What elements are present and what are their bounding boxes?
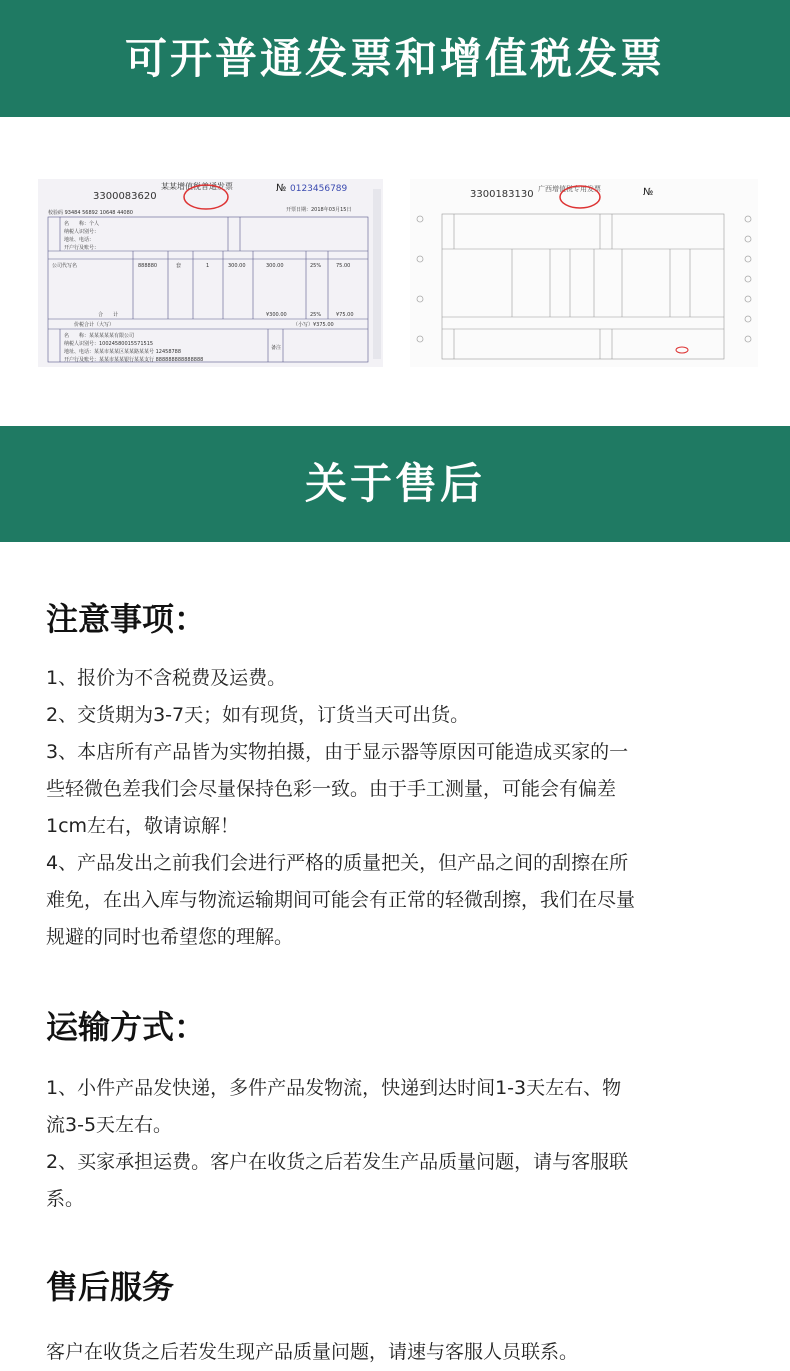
shipping-item-2-line-1: 2、买家承担运费。客户在收货之后若发生产品质量问题，请与客服联 bbox=[46, 1151, 629, 1173]
invoice2-no-label: № bbox=[643, 187, 654, 198]
notes-item-4-line-3: 规避的同时也希望您的理解。 bbox=[46, 926, 294, 948]
notes-item-4-line-1: 4、产品发出之前我们会进行严格的质量把关，但产品之间的刮擦在所 bbox=[46, 852, 629, 874]
notes-item-3-line-1: 3、本店所有产品皆为实物拍摄，由于显示器等原因可能造成买家的一 bbox=[46, 741, 629, 763]
notes-item-4-line-2: 难免，在出入库与物流运输期间可能会有正常的轻微刮擦，我们在尽量 bbox=[46, 889, 636, 911]
invoice1-title: 某某增值税普通发票 bbox=[161, 182, 233, 191]
after-sales-text: 客户在收货之后若发生现产品质量问题，请速与客服人员联系。 bbox=[46, 1341, 579, 1363]
notes-item-3-line-2: 些轻微色差我们会尽量保持色彩一致。由于手工测量，可能会有偏差 bbox=[46, 778, 617, 800]
invoice1-rate: 25% bbox=[310, 263, 322, 269]
notes-item-3-line-3: 1cm左右，敬请谅解！ bbox=[46, 815, 240, 837]
invoice1-grand-label: 价税合计（大写） bbox=[74, 322, 115, 328]
invoice1-total-amount: ¥300.00 bbox=[266, 312, 287, 318]
invoice1-tax: 75.00 bbox=[336, 263, 351, 269]
after-sales-banner bbox=[0, 426, 790, 542]
invoice2-title: 广西增值税专用发票 bbox=[538, 185, 601, 193]
after-sales-content bbox=[0, 542, 790, 1371]
top-banner-title: 可开普通发票和增值税发票 bbox=[124, 34, 665, 83]
invoice1-goods: 公司代写名 bbox=[52, 263, 78, 269]
shipping-list bbox=[46, 1070, 744, 1218]
invoice1-buyer-name: 名 称：个人 bbox=[64, 221, 100, 227]
invoice1-grand-small: （小写）¥375.00 bbox=[293, 322, 334, 328]
invoice1-price: 300.00 bbox=[228, 263, 246, 269]
invoice1-buyer-addr: 地址、电话： bbox=[64, 237, 95, 243]
invoice1-total-rate: 25% bbox=[310, 312, 322, 318]
invoice1-total-tax: ¥75.00 bbox=[336, 312, 354, 318]
invoice1-amount: 300.00 bbox=[266, 263, 284, 269]
invoice1-buyer-tax: 纳税人识别号： bbox=[64, 229, 100, 235]
ordinary-invoice-image bbox=[38, 179, 383, 367]
invoice1-total-label: 合 计 bbox=[98, 312, 119, 318]
notes-item-1-line-1: 1、报价为不含税费及运费。 bbox=[46, 667, 287, 689]
invoice1-remark: 备注 bbox=[271, 345, 282, 351]
invoice1-qty: 1 bbox=[206, 263, 210, 269]
invoice1-seller-name: 名 称：某某某某某有限公司 bbox=[64, 333, 135, 339]
invoice1-date: 开票日期：2018年03月15日 bbox=[286, 207, 352, 213]
notes-item-2-line-1: 2、交货期为3-7天；如有现货，订货当天可出货。 bbox=[46, 704, 470, 726]
invoice1-seller-addr: 地址、电话：某某市某某区某某路某某号 12458788 bbox=[64, 349, 182, 355]
invoice1-no-label: № bbox=[276, 183, 287, 194]
invoice1-number: 3300083620 bbox=[93, 191, 157, 202]
shipping-heading: 运输方式： bbox=[46, 1008, 207, 1046]
after-sales-list bbox=[46, 1334, 744, 1371]
after-sales-heading: 售后服务 bbox=[46, 1268, 175, 1306]
invoice1-seller-bank: 开户行及账号：某某市某某银行某某支行 888888888888888 bbox=[64, 357, 204, 363]
shipping-item-1-line-2: 流3-5天左右。 bbox=[46, 1114, 173, 1136]
invoice1-model: 888880 bbox=[138, 263, 158, 269]
invoice1-check-code: 校验码 93484 56892 10648 44080 bbox=[48, 210, 133, 216]
notes-heading: 注意事项： bbox=[46, 600, 207, 638]
invoice1-unit: 套 bbox=[176, 263, 182, 269]
shipping-item-2-line-2: 系。 bbox=[46, 1188, 85, 1210]
vat-invoice-image bbox=[410, 179, 758, 367]
shipping-item-1-line-1: 1、小件产品发快递，多件产品发物流，快递到达时间1-3天左右、物 bbox=[46, 1077, 622, 1099]
invoice-images bbox=[0, 117, 790, 426]
invoice1-no-value: 0123456789 bbox=[290, 184, 348, 194]
after-sales-banner-title: 关于售后 bbox=[304, 459, 485, 508]
top-banner bbox=[0, 0, 790, 117]
invoice2-number: 3300183130 bbox=[470, 189, 534, 200]
invoice1-seller-tax: 纳税人识别号：10024580015571515 bbox=[64, 341, 154, 347]
invoice1-buyer-bank: 开户行及账号： bbox=[64, 245, 100, 251]
notes-list bbox=[46, 660, 744, 956]
